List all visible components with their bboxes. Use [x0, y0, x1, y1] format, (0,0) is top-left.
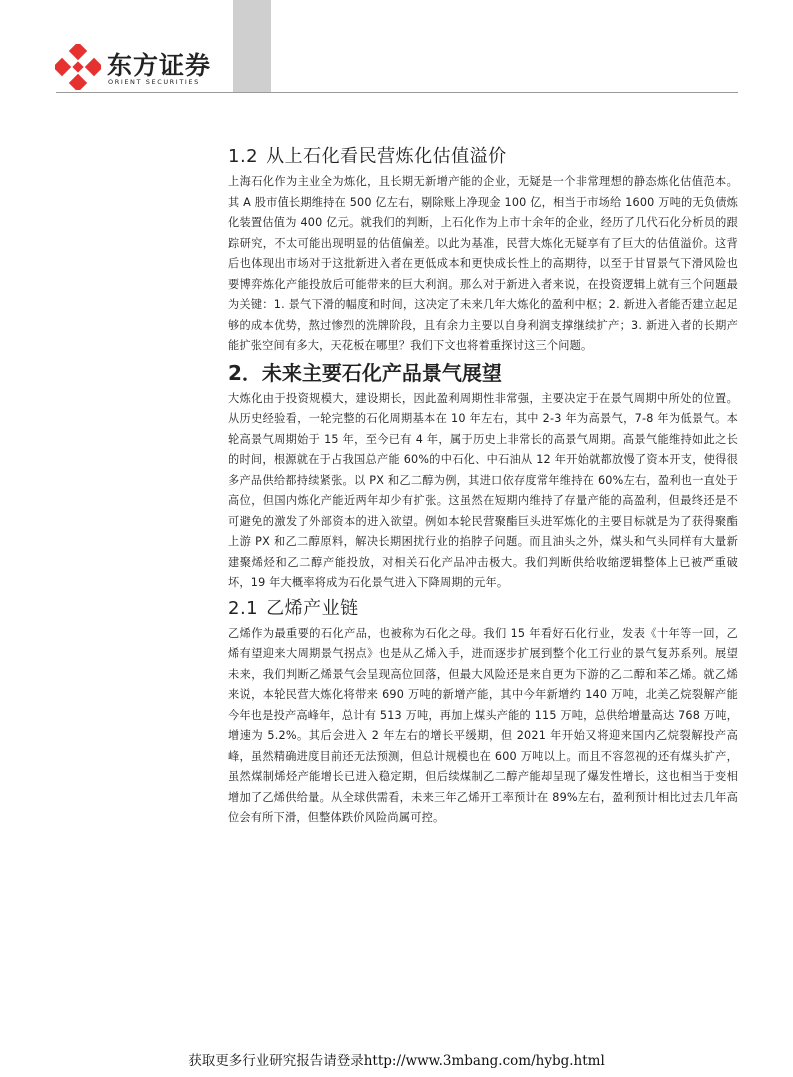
section-2-paragraph: 大炼化由于投资规模大，建设期长，因此盈利周期性非常强，主要决定于在景气周期中所处的位置。从历史经验看，一轮完整的石化周期基本在 10 年左右，其中 2-3 年为高景气，7-8 年为低景气。本轮高景气周期始于 15 年，至今已有 4 年，属于历史上非常长的高景气周期。高景气能维持如此之长的时间，根源就在于占我国总产能 60%的中石化、中石油从 12 年开始就都放慢了资本开支，使得很多产品供给都持续紧张。以 PX 和乙二醇为例，其进口依存度常年维持在 60%左右，盈利也一直处于高位，但国内炼化产能近两年却少有扩张。这虽然在短期内维持了存量产能的高盈利，但最终还是不可避免的激发了外部资本的进入欲望。例如本轮民营聚酯巨头进军炼化的主要目标就是为了获得聚酯上游 PX 和乙二醇原料，解决长期困扰行业的掐脖子问题。而且油头之外，煤头和气头同样有大量新建聚烯烃和乙二醇产能投放，对相关石化产品冲击极大。我们判断供给收缩逻辑整体上已被严重破坏，19 年大概率将成为石化景气进入下降周期的元年。 [228, 391, 738, 589]
section-2-1-heading [228, 594, 738, 624]
section-1-2-paragraph: 上海石化作为主业全为炼化，且长期无新增产能的企业，无疑是一个非常理想的静态炼化估值范本。其 A 股市值长期维持在 500 亿左右，剔除账上净现金 100 亿，相当于市场给 1600 万吨的无负债炼化装置估值为 400 亿元。就我们的判断，上石化作为上市十余年的企业，经历了几代石化分析员的跟踪研究，不太可能出现明显的估值偏差。以此为基准，民营大炼化无疑享有了巨大的估值溢价。这背后也体现出市场对于这批新进入者在更低成本和更快成长性上的高期待，以至于甘冒景气下滑风险也要博弈炼化产能投放后可能带来的巨大利润。那么对于新进入者来说，在投资逻辑上就有三个问题最为关键：1. 景气下滑的幅度和时间，这决定了未来几年大炼化的盈利中枢；2. 新进入者能否建立起足够的成本优势，熬过惨烈的洗牌阶段，且有余力主要以自身利润支撑继续扩产；3. 新进入者的长期产能扩张空间有多大，天花板在哪里？我们下文也将着重探讨这三个问题。 [228, 175, 738, 352]
header-gray-tab [233, 0, 271, 92]
orient-securities-logo [55, 44, 215, 94]
orient-logo-icon [55, 44, 101, 90]
section-title: 从上石化看民营炼化估值溢价 [266, 146, 507, 167]
section-number: 2.1 [228, 597, 259, 619]
report-body [228, 142, 738, 829]
logo-english-name: ORIENT SECURITIES [108, 78, 200, 86]
header-divider [56, 92, 738, 93]
section-2-1-paragraph: 乙烯作为最重要的石化产品，也被称为石化之母。我们 15 年看好石化行业，发表《十年等一回，乙烯有望迎来大周期景气拐点》也是从乙烯入手，进而逐步扩展到整个化工行业的景气复苏系列。展望未来，我们判断乙烯景气会呈现高位回落，但最大风险还是来自更为下游的乙二醇和苯乙烯。就乙烯来说，本轮民营大炼化将带来 690 万吨的新增产能，其中今年新增约 140 万吨，北美乙烷裂解产能今年也是投产高峰年，总计有 513 万吨，再加上煤头产能的 115 万吨，总供给增量高达 768 万吨，增速为 5.2%。其后会进入 2 年左右的增长平缓期，但 2021 年开始又将迎来国内乙烷裂解投产高峰，虽然精确进度目前还无法预测，但总计规模也在 600 万吨以上。而且不容忽视的还有煤头扩产，虽然煤制烯烃产能增长已进入稳定期，但后续煤制乙二醇产能却呈现了爆发性增长，这也相当于变相增加了乙烯供给量。从全球供需看，未来三年乙烯开工率预计在 89%左右，盈利预计相比过去几年高位会有所下滑，但整体跌价风险尚属可控。 [228, 626, 738, 824]
section-1-2-heading [228, 142, 738, 172]
logo-chinese-name: 东方证券 [107, 51, 212, 80]
section-number: 1.2 [228, 146, 259, 167]
section-2-heading: 2．未来主要石化产品景气展望 [228, 360, 502, 385]
footer-link-text[interactable]: 获取更多行业研究报告请登录http://www.3mbang.com/hybg.html [188, 1053, 605, 1069]
section-title: 乙烯产业链 [266, 597, 359, 619]
